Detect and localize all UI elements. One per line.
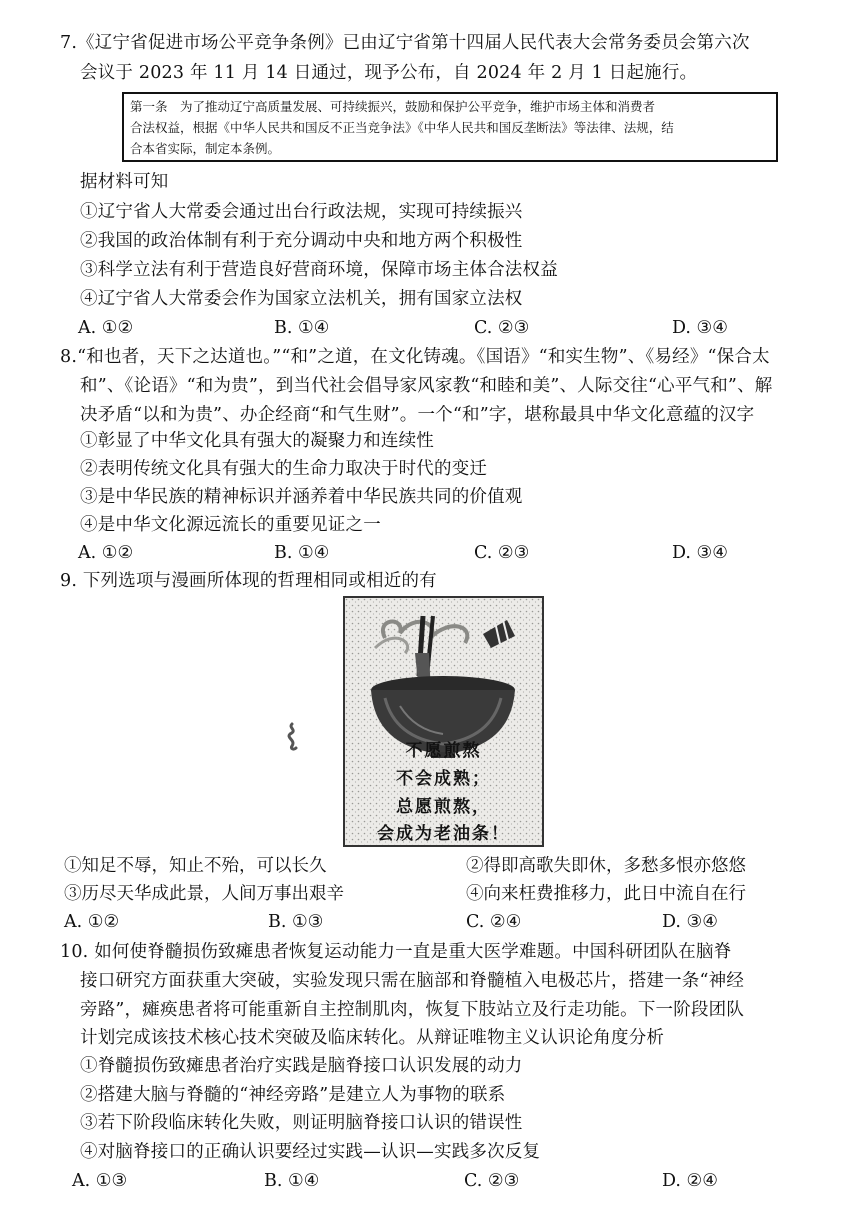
q8-stem-line-2: 和”、《论语》“和为贵”，到当代社会倡导家风家教“和睦和美”、人际交往“心平气和”、解	[80, 376, 773, 396]
q10-option-b[interactable]: B. ①④	[264, 1171, 320, 1191]
q10-item-2: ②搭建大脑与脊髓的“神经旁路”是建立人为事物的联系	[80, 1085, 506, 1105]
q7-stem-line-2: 会议于 2023 年 11 月 14 日通过，现予公布，自 2024 年 2 月 1 日起施行。	[80, 63, 698, 83]
cartoon-caption-1: 不愿煎熬	[405, 741, 482, 761]
q10-stem-line-2: 接口研究方面获重大突破，实验发现只需在脑部和脊髓植入电极芯片，搭建一条“神经	[80, 971, 745, 991]
q9-option-a[interactable]: A. ①②	[64, 912, 120, 932]
q10-stem-line-3: 旁路”，瘫痪患者将可能重新自主控制肌肉，恢复下肢站立及行走功能。下一阶段团队	[80, 1000, 745, 1020]
q7-item-2: ②我国的政治体制有利于充分调动中央和地方两个积极性	[80, 231, 523, 251]
q10-options	[72, 1168, 792, 1194]
q7-item-3: ③科学立法有利于营造良好营商环境，保障市场主体合法权益	[80, 260, 558, 280]
q10-stem-line-4: 计划完成该技术核心技术突破及临床转化。从辩证唯物主义认识论角度分析	[80, 1028, 665, 1048]
q7-item-4: ④辽宁省人大常委会作为国家立法机关，拥有国家立法权	[80, 289, 523, 309]
scan-mark-icon	[284, 722, 306, 752]
q8-option-b[interactable]: B. ①④	[274, 543, 330, 563]
cartoon-caption-3: 总愿煎熬，	[396, 797, 491, 817]
q7-options	[78, 315, 798, 341]
q7-option-b[interactable]: B. ①④	[274, 318, 330, 338]
q7-option-c[interactable]: C. ②③	[474, 318, 530, 338]
q10-option-c[interactable]: C. ②③	[464, 1171, 520, 1191]
q8-item-1: ①彰显了中华文化具有强大的凝聚力和连续性	[80, 431, 434, 451]
q9-item-3: ③历尽天华成此景，人间万事出艰辛	[64, 884, 344, 904]
q8-option-a[interactable]: A. ①②	[78, 543, 134, 563]
q8-options	[78, 540, 798, 566]
q9-options	[64, 909, 784, 935]
q7-box-line-1: 第一条 为了推动辽宁高质量发展、可持续振兴，鼓励和保护公平竞争，维护市场主体和消费者	[130, 99, 656, 114]
q8-item-2: ②表明传统文化具有强大的生命力取决于时代的变迁	[80, 459, 488, 479]
q10-item-3: ③若下阶段临床转化失败，则证明脑脊接口认识的错误性	[80, 1113, 523, 1133]
cartoon-caption-2: 不会成熟；	[396, 769, 491, 789]
q7-lead: 据材料可知	[80, 172, 169, 192]
q9-item-4: ④向来枉费推移力，此日中流自在行	[466, 884, 746, 904]
q7-box-line-2: 合法权益，根据《中华人民共和国反不正当竞争法》《中华人民共和国反垄断法》等法律、法规，结	[130, 120, 674, 135]
q7-stem-line-1: 7.《辽宁省促进市场公平竞争条例》已由辽宁省第十四届人民代表大会常务委员会第六次	[60, 33, 750, 53]
q7-material-box	[122, 92, 778, 162]
q9-stem: 9. 下列选项与漫画所体现的哲理相同或相近的有	[60, 571, 437, 591]
q8-item-3: ③是中华民族的精神标识并涵养着中华民族共同的价值观	[80, 487, 523, 507]
q8-option-d[interactable]: D. ③④	[672, 543, 728, 563]
q7-option-d[interactable]: D. ③④	[672, 318, 728, 338]
q10-item-4: ④对脑脊接口的正确认识要经过实践—认识—实践多次反复	[80, 1142, 541, 1162]
q9-item-2: ②得即高歌失即休，多愁多恨亦悠悠	[466, 856, 746, 876]
q9-option-c[interactable]: C. ②④	[466, 912, 522, 932]
q8-option-c[interactable]: C. ②③	[474, 543, 530, 563]
q8-stem-line-1: 8.“和也者，天下之达道也。”“和”之道，在文化铸魂。《国语》“和实生物”、《易经》“保合太	[60, 347, 770, 367]
q7-box-line-3: 合本省实际，制定本条例。	[130, 141, 281, 156]
q7-option-a[interactable]: A. ①②	[78, 318, 134, 338]
q9-item-1: ①知足不辱，知止不殆，可以长久	[64, 856, 327, 876]
q9-option-b[interactable]: B. ①③	[268, 912, 324, 932]
q10-option-d[interactable]: D. ②④	[662, 1171, 718, 1191]
cartoon-image	[343, 596, 544, 847]
cartoon-caption-4: 会成为老油条！	[377, 824, 510, 844]
q7-item-1: ①辽宁省人大常委会通过出台行政法规，实现可持续振兴	[80, 202, 523, 222]
q10-item-1: ①脊髓损伤致瘫患者治疗实践是脑脊接口认识发展的动力	[80, 1056, 523, 1076]
q8-item-4: ④是中华文化源远流长的重要见证之一	[80, 515, 381, 535]
q10-option-a[interactable]: A. ①③	[72, 1171, 128, 1191]
q9-option-d[interactable]: D. ③④	[662, 912, 718, 932]
q10-stem-line-1: 10. 如何使脊髓损伤致瘫患者恢复运动能力一直是重大医学难题。中国科研团队在脑脊	[60, 942, 732, 962]
q8-stem-line-3: 决矛盾“以和为贵”、办企经商“和气生财”。一个“和”字，堪称最具中华文化意蕴的汉字	[80, 405, 755, 425]
